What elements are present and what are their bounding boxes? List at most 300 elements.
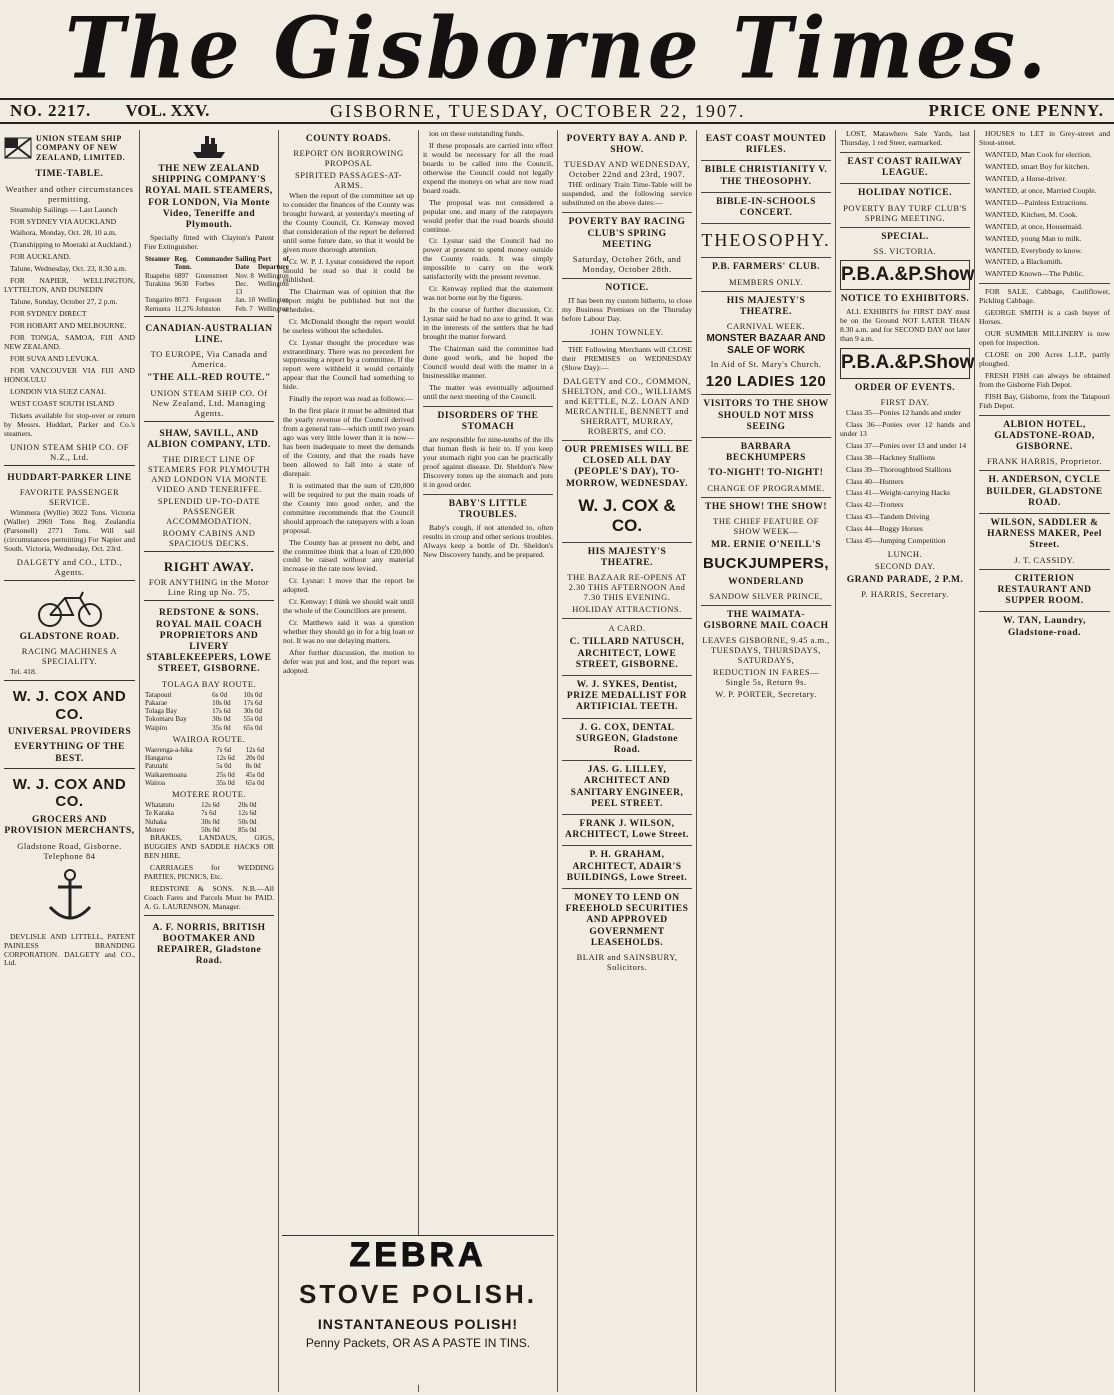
branding-advert: DEVLISLE AND LITTELL, PATENT PAINLESS BRANDING CORPORATION. DALGETY and CO., Ltd. [4, 931, 135, 968]
ship-row [144, 296, 290, 304]
reduction-fares: REDUCTION IN FARES— Single 5s, Return 9s. [712, 667, 820, 688]
ships-column-header: Reg. Tonn. [174, 255, 192, 272]
article-paragraph: Cr. Lysnar: I move that the report be adopted. [283, 576, 414, 595]
sailing-line: LONDON VIA SUEZ CANAL [10, 386, 106, 396]
carnival-week: CARNIVAL WEEK. [726, 321, 806, 332]
blair-solicitors: BLAIR and SAINSBURY, Solicitors. [576, 952, 678, 973]
gladstone-road: GLADSTONE ROAD. [19, 631, 120, 642]
tolaga-fares [144, 691, 274, 732]
ship-row [144, 280, 290, 297]
table-cell: 55s 0d [243, 715, 263, 724]
notice-heading: NOTICE. [605, 282, 649, 293]
table-cell: 8073 [174, 296, 189, 305]
table-cell: 30s 0d [243, 707, 263, 716]
wilson-saddler: WILSON, SADDLER & HARNESS MAKER, Peel Street. [987, 518, 1102, 551]
wanted-advert: WANTED, a Blacksmith. [985, 257, 1063, 267]
article-paragraph: Cr. Lysnar said the Council had no power at present to spend money outside the County roads. It was simply impossible to carry on the work satisfactorily with the present revenue. [423, 236, 553, 282]
cox-name-2: W. J. COX AND CO. [12, 775, 127, 811]
direct-line: THE DIRECT LINE OF STEAMERS FOR PLYMOUTH AND LONDON VIA MONTE VIDEO AND TENERIFFE. [147, 453, 271, 495]
redstone-advert [144, 600, 274, 911]
column-6 [697, 130, 835, 1392]
show-class: Class 36—Ponies over 12 hands and under 13 [840, 419, 970, 438]
cox-universal-advert [4, 680, 135, 765]
table-cell: 30s 0d [212, 715, 231, 724]
houses-to-let: HOUSES to LET in Grey-street and Stout-street. [979, 129, 1110, 147]
timetable-note: Weather and other circumstances permitting. [5, 183, 134, 204]
disorders-heading: DISORDERS OF THE STOMACH [437, 410, 539, 432]
for-sale: FOR SALE, Cabbage, Cauliflower, Pickling Cabbage. [979, 287, 1110, 306]
wanted-advert: WANTED, Everybody to know. [985, 245, 1083, 255]
land-for-sale: CLOSE on 200 Acres L.I.P., partly ploughed. [979, 350, 1110, 369]
wanted-advert: WANTED, Kitchen, M. Cook. [985, 209, 1078, 219]
tonight-heading: TO-NIGHT! TO-NIGHT! [708, 468, 824, 479]
wairoa-route: WAIROA ROUTE. [172, 733, 246, 744]
article-paragraph: The proposal was not considered a popular one, and many of the ratepayers would prefer that the road boards should continue. [423, 197, 553, 234]
sailing-line: Talune, Sunday, October 27, 2 p.m. [10, 297, 118, 307]
fare-row [144, 746, 274, 754]
carriages-text: CARRIAGES for WEDDING PARTIES, PICNICS, Etc. [144, 863, 274, 882]
newspaper-title: The Gisborne Times. [65, 0, 1049, 97]
table-cell: Wellington [257, 279, 289, 288]
county-roads-heading: COUNTY ROADS. [305, 134, 392, 144]
table-cell: Tatapouri [145, 690, 172, 699]
column-1 [0, 130, 139, 1392]
county-roads-sub2: SPIRITED PASSAGES-AT-ARMS. [295, 170, 402, 191]
show-class: Class 44—Buggy Horses [846, 524, 923, 534]
table-cell: Waikaremoana [145, 770, 187, 779]
performers-count: 120 LADIES 120 [705, 372, 827, 390]
sailing-line: FOR SYDNEY VIA AUCKLAND [10, 216, 117, 226]
table-cell: Jan. 10 [235, 296, 256, 305]
bazaar-reopens: THE BAZAAR RE-OPENS AT 2.30 THIS AFTERNOON And 7.30 THIS EVENING. [567, 572, 687, 603]
table-cell: 85s 0d [238, 825, 257, 834]
george-smith: GEORGE SMITH is a cash buyer of Horses. [979, 308, 1110, 327]
table-cell: 7s 6d [216, 745, 232, 754]
article-paragraph: Finally the report was read as follows:— [289, 394, 414, 404]
tolaga-route: TOLAGA BAY ROUTE. [161, 678, 257, 689]
table-cell: 17s 6d [243, 698, 263, 707]
norris-heading: A. F. NORRIS, BRITISH BOOTMAKER AND REPAIRER, Gladstone Road. [152, 922, 266, 967]
bazaar-date: In Aid of St. Mary's Church. [710, 358, 822, 369]
article-paragraph: After further discussion, the motion to defer was put and lost, and the report was adopted. [283, 648, 414, 675]
cox-name-1: W. J. COX AND CO. [12, 687, 127, 723]
article-continued [423, 142, 553, 402]
fire-extinguisher-note: Specially fitted with Clayton's Patent Fire Extinguisher. [144, 233, 274, 252]
theosophy-heading: THEOSOPHY. [701, 230, 831, 251]
wanted-advert: WANTED Known—The Public. [985, 269, 1084, 279]
article-paragraph: Cr. Matthews said it was a question whether they should go in for a big loan or not. It was no use delaying matters. [283, 618, 414, 646]
dateline [0, 98, 1114, 124]
table-cell: Pakarae [145, 698, 168, 707]
sailing-line: WEST COAST SOUTH ISLAND [10, 398, 115, 408]
tickets-note: Tickets available for stop-over or return by Messrs. Huddart, Parker and Co.'s steamers. [4, 410, 135, 438]
everything-best: EVERYTHING OF THE BEST. [14, 742, 125, 764]
tillard-card: C. TILLARD NATUSCH, ARCHITECT, LOWE STREET, GISBORNE. [569, 637, 685, 670]
sandow-prince: SANDOW SILVER PRINCE, [709, 590, 823, 601]
article-paragraph: In the course of further discussion, Cr. Lysnar said he had no axe to grind. It was in the interests of the settlers that he had brought the matter forward. [423, 305, 553, 342]
table-cell: Dec. 13 [235, 279, 249, 297]
motere-route: MOTERE ROUTE. [171, 789, 247, 800]
show-class: Class 41—Weight-carrying Hacks [846, 488, 950, 498]
table-cell: Waerenga-a-hika [145, 745, 193, 754]
table-cell: Waipiro [145, 723, 168, 732]
lost-notice: LOST, Matawhero Sale Yards, last Thursday, 1 red Steer, earmarked. [840, 129, 970, 147]
huddart-text: Wimmera (Wyllie) 3022 Tons. Victoria (Waller) 2969 Tons Reg. Zealandia (Parsonell) 2771 Tons. Will sail (circumstances permitting) For Napier and South. Victoria, Wednesday, Oct. 23rd. [4, 507, 135, 553]
ships-table-body [144, 272, 290, 313]
harris-secretary: P. HARRIS, Secretary. [861, 589, 949, 600]
sailing-line: FOR TONGA, SAMOA, FIJI AND NEW ZEALAND. [4, 333, 135, 351]
sailing-line: Talune, Wednesday, Oct. 23, 8.30 a.m. [10, 264, 127, 274]
fare-row [144, 779, 274, 787]
summer-millinery: OUR SUMMER MILLINERY is now open for inspection. [979, 329, 1110, 348]
holiday-attractions: HOLIDAY ATTRACTIONS. [572, 604, 682, 615]
merchants-list: DALGETY and CO., COMMON, SHELTON, and CO., WILLIAMS and KETTLE, N.Z. LOAN AND MERCANTILE, BENNETT and SHERRATT, MURRAY, ROBERTS, and CO. [562, 375, 692, 436]
column-3 [279, 130, 418, 1392]
table-cell: 9630 [174, 279, 189, 288]
sailing-line: FOR AUCKLAND. [10, 252, 71, 262]
wilson-card: FRANK J. WILSON, ARCHITECT, Lowe Street. [564, 819, 690, 841]
fare-row [144, 809, 274, 817]
grocers-heading: GROCERS AND PROVISION MERCHANTS, [4, 815, 135, 837]
bicycle-icon [35, 588, 105, 628]
table-cell: Whatatutu [145, 801, 175, 810]
ship-row [144, 272, 290, 280]
ships-table-header [144, 255, 290, 272]
bible-christianity: BIBLE CHRISTIANITY V. THE THEOSOPHY. [704, 165, 828, 187]
article-paragraph: The County has at present no debt, and the committee think that a loan of £20,000 could be raised without any material increase in the rate now levied. [283, 537, 414, 574]
penny-packets: Penny Packets, OR AS A PASTE IN TINS. [305, 1336, 531, 1350]
show-class: Class 38—Hackney Stallions [846, 452, 936, 462]
column-8 [975, 130, 1114, 1392]
issue-number: NO. 2217. [10, 101, 92, 120]
tatapouri-fish: FISH Bay, Gisborne, from the Tatapouri Fish Depot. [979, 391, 1110, 410]
show-class: Class 35—Ponies 12 hands and under [846, 407, 961, 417]
article-paragraph: Cr. Lysnar thought the procedure was extraordinary. There was no precedent for suppressing a report by a committee. If the report were withheld it would certainly appear that the Council had something to hide. [283, 337, 414, 392]
anderson-cycles: H. ANDERSON, CYCLE BUILDER, GLADSTONE ROAD. [986, 475, 1103, 508]
lunch: LUNCH. [887, 549, 923, 560]
majesty-theatre-2: HIS MAJESTY'S THEATRE. [726, 295, 806, 317]
sailing-line: Waihora, Monday, Oct. 28, 10 a.m. [10, 228, 117, 238]
ernie-oneill: MR. ERNIE O'NEILL'S [710, 539, 822, 550]
masthead [0, 0, 1114, 95]
sailing-line: (Transhipping to Moeraki at Auckland.) [10, 240, 131, 250]
table-cell: 45s 0d [245, 770, 265, 779]
criterion-restaurant: CRITERION RESTAURANT AND SUPPER ROOM. [997, 573, 1092, 607]
closing-notice: THE Following Merchants will CLOSE their PREMISES on WEDNESDAY (Show Day):— [562, 345, 692, 372]
shaw-heading: SHAW, SAVILL, AND ALBION COMPANY, LTD. [147, 428, 271, 450]
cox-telephone: Gladstone Road, Gisborne. Telephone 84 [17, 840, 122, 861]
wanted-advert: WANTED—Painless Extractions. [985, 197, 1088, 207]
classes-list [840, 409, 970, 546]
bible-schools-concert: BIBLE-IN-SCHOOLS CONCERT. [716, 196, 816, 219]
wanted-advert: WANTED, young Man to milk. [985, 233, 1082, 243]
canadian-heading: CANADIAN-AUSTRALIAN LINE. [145, 323, 273, 346]
members-only: MEMBERS ONLY. [729, 276, 803, 287]
huddart-subtitle: FAVORITE PASSENGER SERVICE. [19, 486, 120, 507]
table-cell: Wairoa [145, 778, 166, 787]
our-premises: OUR PREMISES WILL BE CLOSED ALL DAY (PEOPLE'S DAY), TO-MORROW, WEDNESDAY. [564, 444, 690, 489]
table-cell: Forbes [195, 279, 215, 288]
notice-exhibitors: NOTICE TO EXHIBITORS. [840, 294, 970, 305]
table-cell: Tokomaru Bay [145, 715, 187, 724]
fresh-fish: FRESH FISH can always be obtained from the Gisborne Fish Depot. [979, 371, 1110, 389]
table-cell: 50s 0d [201, 825, 220, 834]
table-cell: 12s 6d [216, 754, 235, 763]
second-day: SECOND DAY. [874, 561, 936, 572]
babys-text: Baby's cough, if not attended to, often results in croup and other serious troubles. Always keep a bottle of Dr. Sheldon's New Discovery handy, and be prepared. [423, 523, 553, 560]
article-paragraph: Cr. McDonald thought the report would be useless without the schedules. [283, 316, 414, 335]
table-cell: Johnston [195, 304, 221, 313]
fare-row [144, 818, 274, 826]
ships-column-header: Sailing Date [235, 255, 256, 272]
turf-club: POVERTY BAY TURF CLUB'S SPRING MEETING. [843, 202, 967, 223]
grand-parade: GRAND PARADE, 2 P.M. [846, 575, 964, 586]
notice-text: IT has been my custom hitherto, to close my Business Premises on the Thursday before Labour Day. [562, 296, 692, 324]
canadian-subtitle: TO EUROPE, Via Canada and America. [150, 349, 268, 370]
telephone-418: Tel. 418. [10, 666, 37, 676]
wonderland: WONDERLAND [728, 576, 804, 587]
babys-heading: BABY'S LITTLE TROUBLES. [448, 498, 528, 521]
table-cell: 11,276 [174, 304, 194, 313]
table-cell: Turakina [145, 279, 171, 288]
frank-harris: FRANK HARRIS, Proprietor. [987, 456, 1102, 467]
fare-row [144, 691, 274, 699]
zebra-advert [282, 1235, 554, 1385]
majesty-theatre: HIS MAJESTY'S THEATRE. [587, 546, 667, 569]
sailings-list [4, 206, 135, 409]
volume-number: VOL. XXV. [125, 101, 210, 120]
show-class: Class 45—Jumping Competition [846, 536, 946, 546]
the-show: THE SHOW! THE SHOW! [704, 501, 828, 512]
norris-advert [144, 915, 274, 968]
table-cell: 30s 0d [201, 817, 220, 826]
townley-name: JOHN TOWNLEY. [590, 327, 664, 337]
pbshow-banner-2: P.B.A.&P.Show [840, 348, 970, 378]
holiday-notice: HOLIDAY NOTICE. [858, 188, 952, 199]
wanted-advert: WANTED, at once, Housemaid. [985, 221, 1083, 231]
graham-card: P. H. GRAHAM, ARCHITECT, ADAIR'S BUILDINGS, Lowe Street. [566, 850, 688, 883]
column-2 [140, 130, 289, 1392]
table-cell: Wellington [257, 296, 289, 305]
wairoa-fares [144, 746, 274, 787]
instantaneous-polish: INSTANTANEOUS POLISH! [317, 1316, 519, 1332]
table-cell: 20s 0d [238, 801, 257, 810]
cox-dental-card: J. G. COX, DENTAL SURGEON, Gladstone Road. [576, 722, 678, 755]
fare-row [144, 771, 274, 779]
wanted-advert: WANTED, a Horse-driver. [985, 173, 1067, 183]
card-label: A CARD. [608, 623, 646, 634]
table-cell: 12s 6d [238, 809, 257, 818]
poverty-bay-show: POVERTY BAY A. AND P. SHOW. [566, 134, 688, 156]
shaw-savill-advert [144, 421, 274, 549]
buckjumpers: BUCKJUMPERS, [702, 555, 829, 573]
cox-co-name: W. J. COX & CO. [578, 495, 676, 535]
waimata-coach: THE WAIMATA-GISBORNE MAIL COACH [703, 609, 829, 632]
barbara-heading: BARBARA BECKHUMPERS [726, 442, 806, 464]
order-of-events: ORDER OF EVENTS. [854, 382, 956, 393]
article-paragraph: It is estimated that the sum of £20,000 will be required to put the main roads of the County into good order, and the committee recommends that the Council should approach the ratepayers with a loan proposal. [283, 480, 414, 535]
special-heading: SPECIAL. [881, 231, 929, 242]
table-cell: Wellington [257, 271, 289, 280]
column-5 [558, 130, 696, 1392]
table-cell: Motere [145, 825, 166, 834]
column-7 [836, 130, 974, 1392]
county-roads-sub1: REPORT ON BORROWING PROPOSAL [293, 148, 404, 169]
cassidy: J. T. CASSIDY. [1014, 554, 1075, 565]
fare-row [144, 707, 274, 715]
show-class: Class 39—Thoroughbred Stallions [846, 464, 952, 474]
sailing-line: FOR HOBART AND MELBOURNE. [10, 321, 127, 331]
article-paragraph: Cr. Kenway replied that the statement was not borne out by the figures. [423, 284, 553, 303]
article-paragraph: The Chairman was of opinion that the report might be published but not the schedules. [283, 286, 414, 314]
fare-row [144, 724, 274, 732]
ship-row [144, 305, 290, 313]
table-cell: 35s 0d [216, 778, 235, 787]
outstanding-funds: ion on these outstanding funds. [429, 129, 524, 138]
table-cell: 6s 0d [212, 690, 228, 699]
redstone-bottom: REDSTONE & SONS. N.B.—All Coach Fares and Parcels Must be PAID. A. G. LAURENSON, Manager. [144, 884, 274, 911]
victoria-ship: SS. VICTORIA. [873, 245, 937, 256]
first-day: FIRST DAY. [880, 396, 930, 407]
nz-shipping-heading: THE NEW ZEALAND SHIPPING COMPANY'S ROYAL MAIL STEAMERS, FOR LONDON, Via Monte Video, Teneriffe and Plymouth. [145, 164, 273, 231]
article-paragraph: If these proposals are carried into effect it would be necessary for all the road boards to be called into the Council, otherwise the Council could not legally expend the moneys on what are now road board roads. [423, 140, 553, 195]
porter-secretary: W. P. PORTER, Secretary. [715, 689, 817, 700]
universal-providers: UNIVERSAL PROVIDERS [7, 727, 132, 738]
motor-line: FOR ANYTHING in the Motor Line Ring up No. 75. [148, 577, 270, 598]
ships-column-header: Port of Departure [257, 255, 289, 272]
table-cell: 20s 0d [245, 754, 265, 763]
table-cell: 65s 0d [245, 778, 265, 787]
article-paragraph: The matter was eventually adjourned until the next meeting of the Council. [423, 382, 553, 401]
ship-icon [189, 132, 229, 160]
table-cell: Te Karaka [145, 809, 174, 818]
east-coast-rifles: EAST COAST MOUNTED RIFLES. [705, 134, 827, 156]
racing-dates: Saturday, October 26th, and Monday, October 28th. [572, 253, 682, 274]
flag-icon [4, 137, 32, 159]
issue-price: PRICE ONE PENNY. [928, 101, 1104, 120]
table-cell: Feb. 7 [235, 304, 253, 313]
table-cell: Nuhaka [145, 817, 167, 826]
union-company-name: UNION STEAM SHIP COMPANY OF NEW ZEALAND, LIMITED. [36, 134, 126, 162]
wanted-advert: WANTED, Man Cook for election. [985, 149, 1092, 159]
huddart-advert [4, 465, 135, 577]
table-cell: Nov. 8 [235, 271, 254, 280]
farmers-club: P.B. FARMERS' CLUB. [712, 262, 820, 273]
union-company-header [4, 130, 135, 165]
zebra-title: ZEBRA [349, 1236, 487, 1274]
table-cell: 65s 0d [243, 723, 263, 732]
table-cell: Remuera [145, 304, 171, 313]
wanted-list [979, 151, 1110, 279]
disorders-text: are responsible for nine-tenths of the ills that human flesh is heir to. If you keep your stomach right you can be practically proof against disease. Dr. Sheldon's New Discovery tones up the stomach and puts it in good order. [423, 435, 553, 489]
table-cell: 7s 6d [201, 809, 217, 818]
cycle-advert [4, 580, 135, 677]
table-cell: Ferguson [195, 296, 222, 305]
article-paragraph: Cr. W. P. J. Lysnar considered the report should be read so that it could be published. [283, 256, 414, 284]
albion-hotel: ALBION HOTEL, GLADSTONE-ROAD, GISBORNE. [994, 419, 1095, 453]
county-roads-article [283, 192, 414, 676]
fare-row [144, 801, 274, 809]
exhibits-text: ALL EXHIBITS for FIRST DAY must be on the Ground NOT LATER THAN 8.30 a.m. and for SECOND DAY not later than 9 a.m. [840, 307, 970, 344]
table-cell: 35s 0d [212, 723, 231, 732]
table-cell: 10s 0d [243, 690, 263, 699]
splendid-accommodation: SPLENDID UP-TO-DATE PASSENGER ACCOMMODATION. [157, 496, 261, 527]
redstone-heading: REDSTONE & SONS. ROYAL MAIL COACH PROPRIETORS AND LIVERY STABLEKEEPERS, LOWE STREET, GISBORNE. [146, 608, 272, 675]
coach-leaves: LEAVES GISBORNE, 9.45 a.m., TUESDAYS, THURSDAYS, SATURDAYS, [702, 635, 830, 666]
table-cell: 5s 0d [216, 762, 232, 771]
sailing-line: FOR VANCOUVER VIA FIJI AND HONOLULU [4, 365, 135, 384]
table-cell: 12s 6d [245, 745, 265, 754]
motere-fares [144, 801, 274, 834]
sailing-line: FOR SYDNEY DIRECT [10, 309, 87, 319]
table-cell: Tongariro [145, 296, 173, 305]
table-cell: 17s 6d [212, 707, 231, 716]
table-cell: 6897 [174, 271, 189, 280]
money-to-lend: MONEY TO LEND ON FREEHOLD SECURITIES AND APPROVED GOVERNMENT LEASEHOLDS. [565, 893, 689, 948]
racing-club: POVERTY BAY RACING CLUB'S SPRING MEETING [568, 217, 686, 250]
table-cell: Wellington [257, 304, 289, 313]
show-class: Class 42—Trotters [846, 500, 904, 510]
column-4 [419, 130, 557, 1392]
stove-polish: STOVE POLISH. [299, 1279, 537, 1309]
table-cell: Greenstreet [195, 271, 228, 280]
table-cell: Patutahi [145, 762, 168, 771]
show-class: Class 43—Tandem Driving [846, 512, 930, 522]
pbshow-banner-1: P.B.A.&P.Show [840, 260, 970, 290]
sailing-line: FOR NAPIER, WELLINGTON, LYTTELTON, AND DUNEDIN [4, 276, 135, 295]
table-cell: Ruapehu [145, 271, 170, 280]
cox-grocers-advert [4, 768, 135, 861]
fare-row [144, 754, 274, 762]
show-dates: TUESDAY AND WEDNESDAY, October 22nd and 23rd, 1907. [564, 159, 690, 180]
article-paragraph: The Chairman said the committee had done good work, and he hoped the Council would deal with the matter in a businesslike manner. [423, 343, 553, 380]
fare-row [144, 699, 274, 707]
anchor-icon [40, 867, 100, 927]
huddart-title: HUDDART-PARKER LINE [7, 472, 132, 483]
show-class: Class 40—Hunters [846, 476, 904, 486]
fare-row [144, 762, 274, 770]
canadian-advert [144, 316, 274, 418]
table-cell: 50s 0d [238, 817, 257, 826]
wanted-advert: WANTED, at once, Married Couple. [985, 185, 1097, 195]
ships-table [144, 255, 290, 313]
ships-column-header: Steamer [145, 255, 170, 264]
table-cell: 8s 0d [245, 762, 261, 771]
fare-row [144, 715, 274, 723]
union-agents: UNION STEAM SHIP CO. Of New Zealand, Ltd. Managing Agents. [150, 387, 268, 418]
sailing-line: FOR SUVA AND LEVUKA. [10, 353, 99, 363]
dalgety-agents: DALGETY and CO., LTD., Agents. [16, 556, 123, 577]
chief-feature: THE CHIEF FEATURE OF SHOW WEEK— [713, 515, 819, 536]
article-paragraph: Cr. Kenway: I think we should wait until the whole of the Councillors are present. [283, 597, 414, 616]
right-away-advert [144, 551, 274, 597]
table-cell: Hangaroa [145, 754, 173, 763]
sykes-card: W. J. SYKES, Dentist, PRIZE MEDALLIST FOR ARTIFICIAL TEETH. [566, 679, 688, 713]
table-cell: 12s 6d [201, 801, 220, 810]
article-paragraph: When the report of the committee set up to consider the finances of the County was brought forward, at yesterday's meeting of the County Council, Cr. Kenway moved that consideration of the report be deferred until some future date, so that it would be given more thorough attention. [283, 191, 414, 254]
article-paragraph: In the first place it must be admitted that the yearly revenue of the Council derived from a general rate—which until two years ago was very little lower than it is now—has been inadequate to meet the demands of the County, and that the roads have been allowed to fall into a state of disrepair. [283, 406, 414, 478]
roomy-cabins: ROOMY CABINS AND SPACIOUS DECKS. [162, 528, 256, 549]
visitors-notice: VISITORS TO THE SHOW SHOULD NOT MISS SEEING [703, 399, 829, 432]
tan-laundry: W. TAN, Laundry, Gladstone-road. [1002, 616, 1087, 638]
ships-column-header: Commander [195, 255, 234, 264]
railway-league: EAST COAST RAILWAY LEAGUE. [847, 156, 963, 179]
table-cell: 25s 0d [216, 770, 235, 779]
train-note: THE ordinary Train Time-Table will be suspended, and the following service substituted on the above dates:— [562, 180, 692, 208]
monster-bazaar: MONSTER BAZAAR AND SALE OF WORK [706, 333, 826, 356]
right-away-heading: RIGHT AWAY. [163, 559, 255, 575]
wanted-advert: WANTED, smart Boy for kitchen. [985, 161, 1090, 171]
